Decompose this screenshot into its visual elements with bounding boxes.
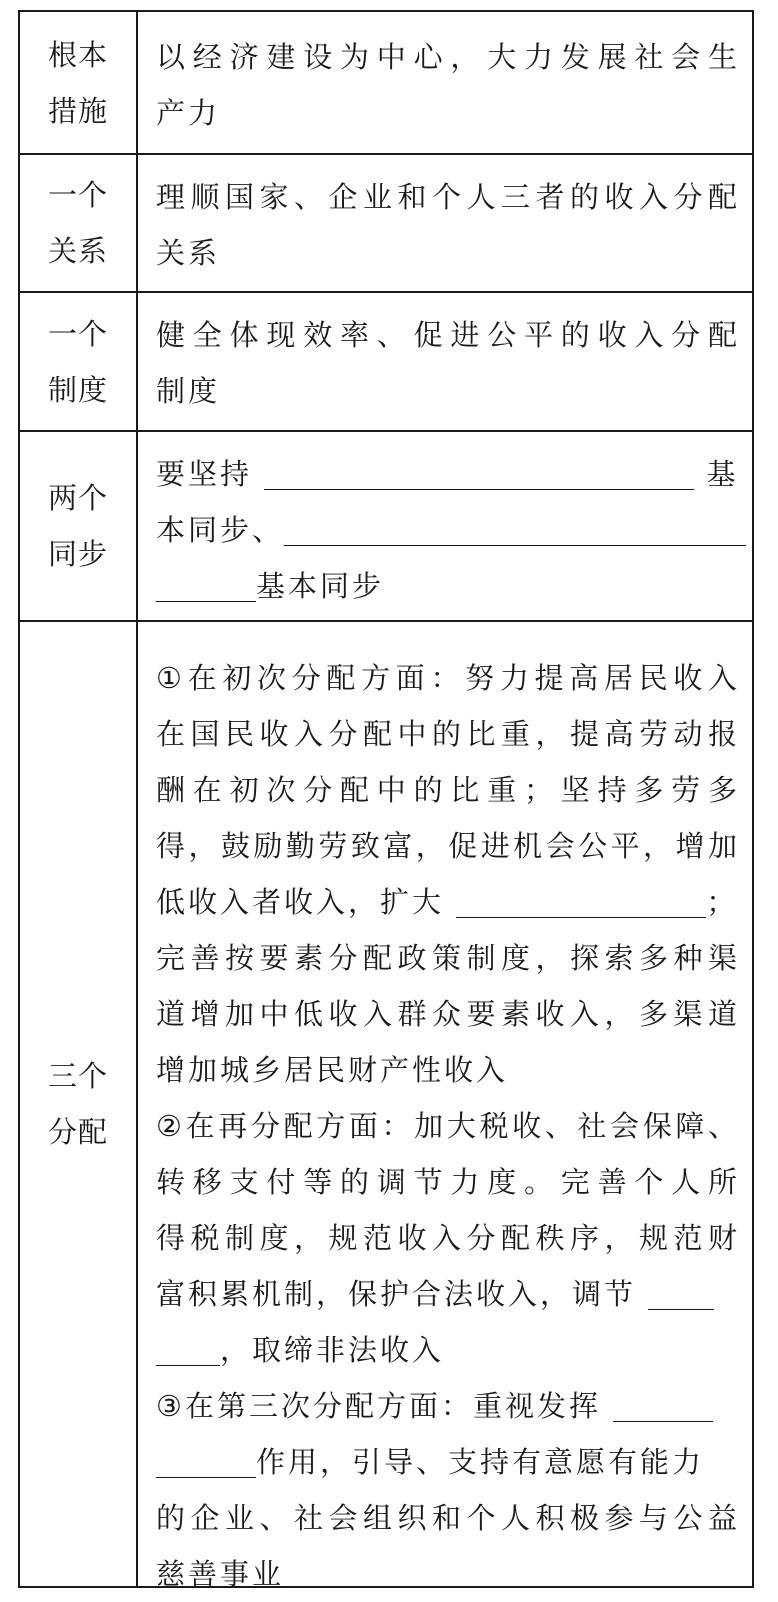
content-text: 本同步、 bbox=[156, 513, 285, 547]
row-label-line: 制度 bbox=[47, 372, 108, 407]
content-line: 理顺国家、企业和个人三者的收入分配 bbox=[156, 180, 740, 214]
table-row bbox=[20, 430, 752, 620]
row-label-line: 三个 bbox=[47, 1059, 108, 1093]
content-line: ①在初次分配方面：努力提高居民收入 bbox=[156, 661, 740, 695]
content-line bbox=[156, 1266, 740, 1322]
content-line: 酬在初次分配中的比重；坚持多劳多 bbox=[156, 773, 740, 807]
content-line: 道增加中低收入群众要素收入，多渠道 bbox=[156, 997, 740, 1031]
row-content bbox=[156, 12, 740, 153]
content-text: 要坚持 bbox=[156, 457, 253, 491]
content-line: 健全体现效率、促进公平的收入分配 bbox=[156, 318, 740, 352]
row-label-line: 关系 bbox=[47, 234, 108, 268]
table-row bbox=[20, 620, 752, 1591]
content-line bbox=[156, 446, 740, 502]
content-line: 制度 bbox=[156, 374, 221, 408]
content-line: 产力 bbox=[156, 96, 221, 130]
row-label bbox=[20, 12, 136, 153]
content-line: 在国民收入分配中的比重，提高劳动报 bbox=[156, 717, 740, 751]
row-label bbox=[20, 155, 136, 291]
row-label bbox=[20, 622, 136, 1586]
content-line: 得，鼓励勤劳致富，促进机会公平，增加 bbox=[156, 829, 740, 863]
row-label bbox=[20, 432, 136, 620]
content-line: 增加城乡居民财产性收入 bbox=[156, 1053, 509, 1087]
content-line bbox=[156, 874, 740, 930]
row-content bbox=[156, 622, 740, 1591]
content-line: 转移支付等的调节力度。完善个人所 bbox=[156, 1165, 740, 1199]
row-label-line: 一个 bbox=[47, 178, 108, 212]
row-content bbox=[156, 155, 740, 291]
fill-blank[interactable] bbox=[156, 1441, 256, 1478]
row-content bbox=[156, 293, 740, 430]
policy-table bbox=[18, 10, 754, 1591]
content-line: 以经济建设为中心，大力发展社会生 bbox=[156, 40, 740, 74]
content-line bbox=[156, 558, 740, 614]
content-text: 富积累机制，保护合法收入，调节 bbox=[156, 1277, 637, 1311]
content-text: ； bbox=[706, 885, 739, 919]
fill-blank[interactable] bbox=[648, 1273, 714, 1310]
content-text: 作用，引导、支持有意愿有能力 bbox=[256, 1445, 705, 1479]
row-label-line: 措施 bbox=[47, 93, 108, 128]
fill-blank[interactable] bbox=[156, 1329, 220, 1366]
content-line: 慈善事业 bbox=[156, 1557, 285, 1591]
row-content bbox=[156, 432, 740, 620]
row-label-line: 同步 bbox=[47, 537, 108, 571]
fill-blank[interactable] bbox=[264, 453, 694, 490]
table-row bbox=[20, 291, 752, 430]
content-text: ，取缔非法收入 bbox=[220, 1333, 445, 1367]
fill-blank[interactable] bbox=[456, 881, 706, 918]
content-line: ②在再分配方面：加大税收、社会保障、 bbox=[156, 1109, 740, 1143]
row-label bbox=[20, 293, 136, 430]
content-line bbox=[156, 1322, 740, 1378]
table-row bbox=[20, 153, 752, 291]
row-label-line: 两个 bbox=[47, 481, 108, 515]
content-text: ③在第三次分配方面：重视发挥 bbox=[156, 1389, 601, 1423]
content-text: 低收入者收入，扩大 bbox=[156, 885, 445, 919]
fill-blank[interactable] bbox=[284, 509, 746, 546]
fill-blank[interactable] bbox=[613, 1385, 713, 1422]
content-line: 完善按要素分配政策制度，探索多种渠 bbox=[156, 941, 740, 975]
content-text: 基 bbox=[706, 457, 739, 491]
fill-blank[interactable] bbox=[156, 565, 256, 602]
content-line bbox=[156, 1434, 740, 1490]
row-label-line: 根本 bbox=[47, 37, 108, 72]
content-line bbox=[156, 1378, 740, 1434]
content-text: 基本同步 bbox=[256, 569, 385, 603]
table-row bbox=[20, 12, 752, 153]
row-label-line: 一个 bbox=[47, 316, 108, 351]
content-line bbox=[156, 502, 740, 558]
content-line: 得税制度，规范收入分配秩序，规范财 bbox=[156, 1221, 740, 1255]
content-line: 的企业、社会组织和个人积极参与公益 bbox=[156, 1501, 740, 1535]
row-label-line: 分配 bbox=[47, 1115, 108, 1149]
content-line: 关系 bbox=[156, 236, 221, 270]
